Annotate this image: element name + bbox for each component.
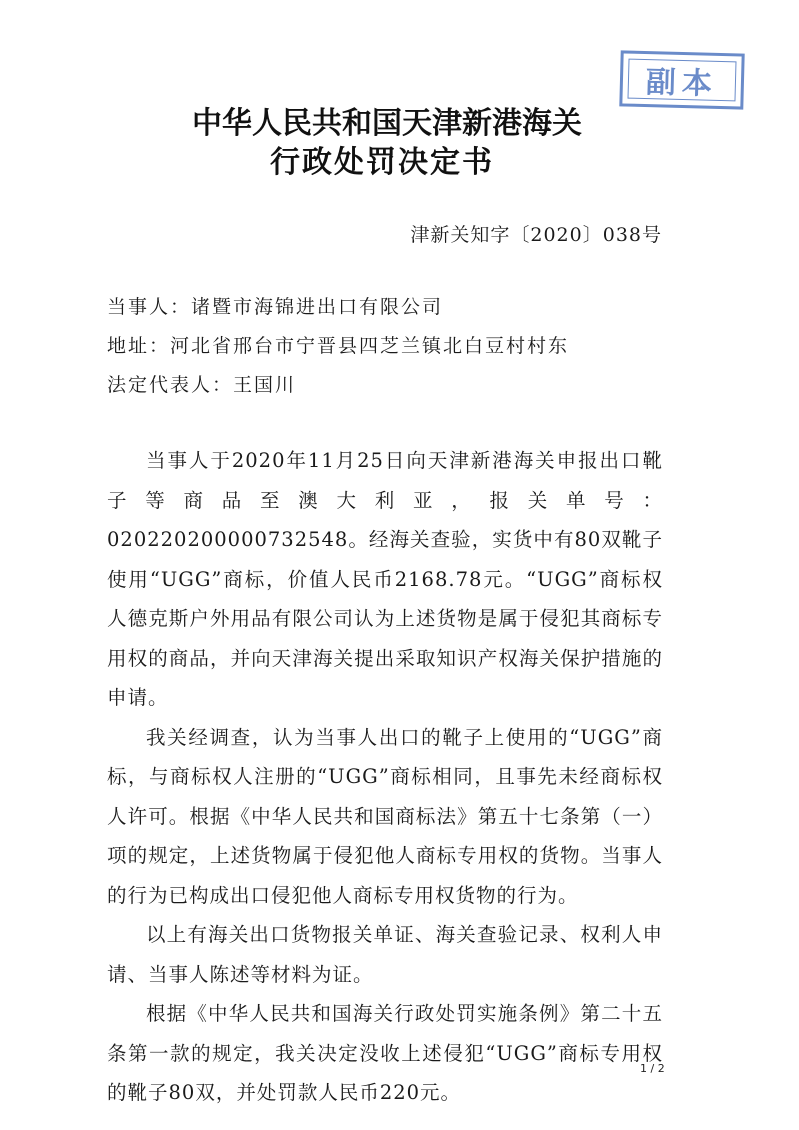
legal-representative: 法定代表人：王国川 xyxy=(107,374,297,396)
party-name: 当事人：诸暨市海锦进出口有限公司 xyxy=(107,296,444,318)
paragraph-evidence: 以上有海关出口货物报关单证、海关查验记录、权利人申请、当事人陈述等材料为证。 xyxy=(107,923,663,986)
party-address: 地址：河北省邢台市宁晋县四芝兰镇北白豆村村东 xyxy=(107,335,570,357)
decision-body xyxy=(107,441,663,1113)
document-number: 津新关知字〔2020〕038号 xyxy=(410,224,662,246)
page-number: 1 / 2 xyxy=(640,1062,665,1075)
copy-stamp-text: 副本 xyxy=(627,59,736,102)
document-title-line-1: 中华人民共和国天津新港海关 xyxy=(192,106,582,141)
paragraph-decision: 根据《中华人民共和国海关行政处罚实施条例》第二十五条第一款的规定，我关决定没收上述侵犯“UGG”商标专用权的靴子80双，并处罚款人民币220元。 xyxy=(107,1002,663,1104)
paragraph-facts: 当事人于2020年11月25日向天津新港海关申报出口靴子等商品至澳大利亚，报关单号：020220200000732548。经海关查验，实货中有80双靴子使用“UGG”商标，价值人民币2168.78元。“UGG”商标权人德克斯户外用品有限公司认为上述货物是属于侵犯其商标专用权的商品，并向天津海关提出采取知识产权海关保护措施的申请。 xyxy=(107,449,663,709)
document-title-line-2: 行政处罚决定书 xyxy=(270,145,494,180)
paragraph-investigation: 我关经调查，认为当事人出口的靴子上使用的“UGG”商标，与商标权人注册的“UGG”商标相同，且事先未经商标权人许可。根据《中华人民共和国商标法》第五十七条第（一）项的规定，上述货物属于侵犯他人商标专用权的货物。当事人的行为已构成出口侵犯他人商标专用权货物的行为。 xyxy=(107,725,663,907)
